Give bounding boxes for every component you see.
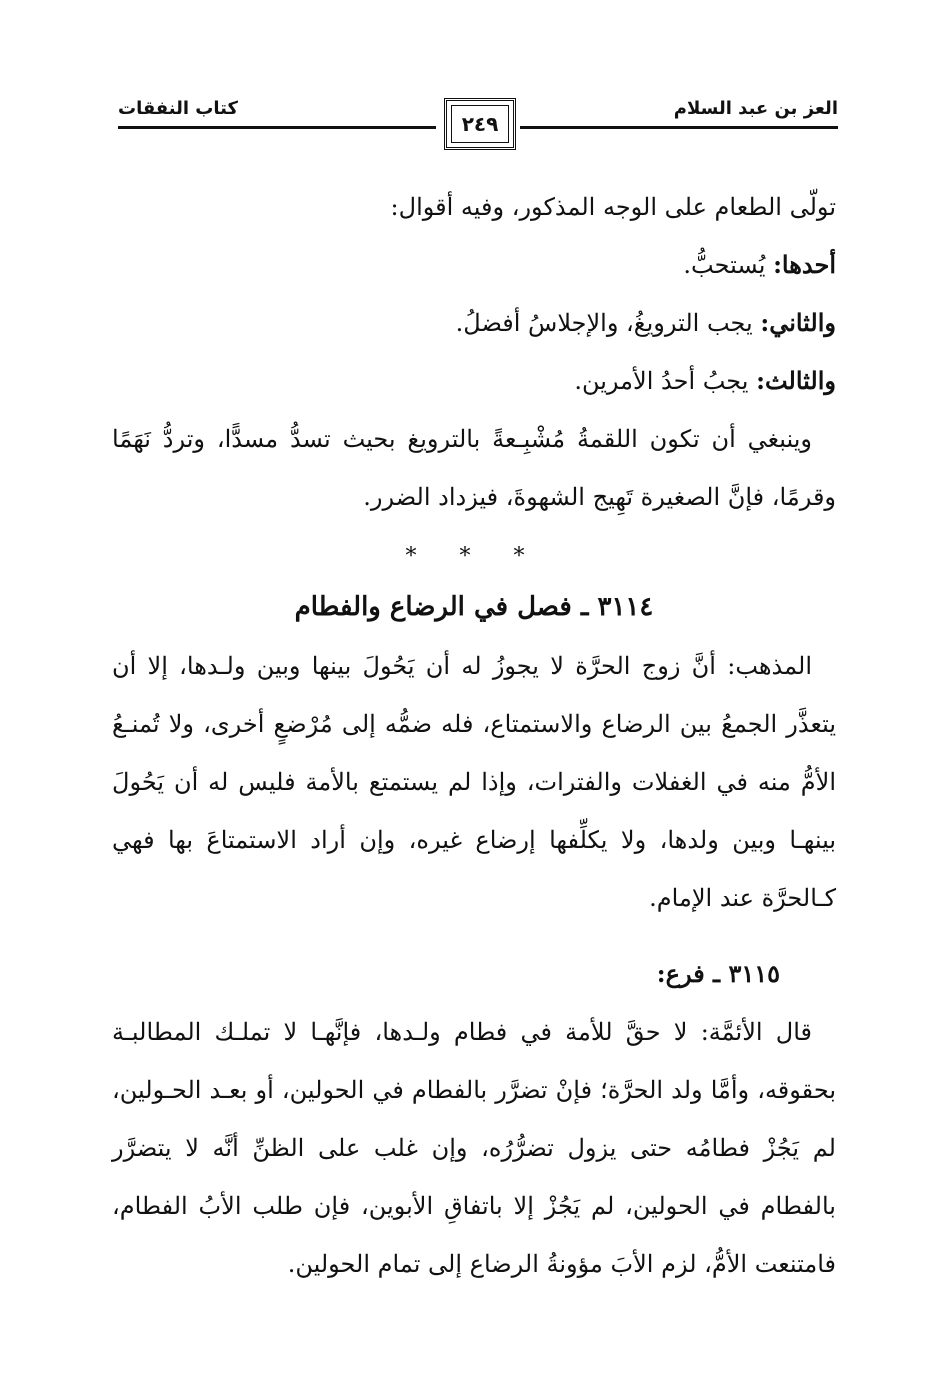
page-number: ٢٤٩ xyxy=(461,112,499,136)
branch-subheading: ٣١١٥ ـ فرع: xyxy=(656,959,780,988)
paragraph-branch: قال الأئمَّة: لا حقَّ للأمة في فطام ولـدها، فإنَّهـا لا تملـك المطالبـة بحقوقه، وأمَّا ولد الحرَّة؛ فإنْ تضرَّر بالفطام في الحولين، أو بعـد الحـولين، لم يَجُزْ فطامُه حتى يزول تضرُّرُه، وإن غلب على الظنِّ أنَّه لا يتضرَّر بالفطام في الحولين، لم يَجُزْ إلا باتفاقِ الأبوين، فإن طلب الأبُ الفطام، فامتنعت الأمُّ، لزم الأبَ مؤونةُ الرضاع إلى تمام الحولين. xyxy=(112,1018,836,1278)
intro-line: تولّى الطعام على الوجه المذكور، وفيه أقوال: xyxy=(390,193,836,221)
opinion-item xyxy=(112,294,836,352)
paragraph-morsel: وينبغي أن تكون اللقمةُ مُشْبِـعةً بالترويغ بحيث تسدُّ مسدًّا، وتردُّ نَهَمًا وقرمًا، فإنَّ الصغيرة تَهِيج الشهوةَ، فيزداد الضرر. xyxy=(112,425,836,511)
running-header xyxy=(118,92,838,162)
opinion-text: يجبُ أحدُ الأمرين. xyxy=(574,367,749,395)
header-book-section: كتاب النفقات xyxy=(118,98,238,119)
header-rule-left xyxy=(118,126,436,129)
page-body xyxy=(112,178,836,1311)
opinion-label: أحدها: xyxy=(773,250,836,279)
opinion-label: والثالث: xyxy=(756,366,836,395)
section-separator: * * * xyxy=(405,544,543,569)
opinion-item xyxy=(112,352,836,410)
section-title: ٣١١٤ ـ فصل في الرضاع والفطام xyxy=(294,592,654,622)
opinion-text: يجب الترويغُ، والإجلاسُ أفضلُ. xyxy=(455,309,753,337)
page-number-frame xyxy=(444,98,516,150)
header-rule-right xyxy=(520,126,838,129)
opinion-item xyxy=(112,236,836,294)
paragraph-madhhab: المذهب: أنَّ زوج الحرَّة لا يجوزُ له أن يَحُولَ بينها وبين ولـدها، إلا أن يتعذَّر الجمعُ بين الرضاع والاستمتاع، فله ضمُّه إلى مُرْضعٍ أخرى، ولا تُمنـعُ الأمُّ منه في الغفلات والفترات، وإذا لم يستمتع بالأمة فليس له أن يَحُولَ بينهـا وبين ولدها، ولا يكلِّفها إرضاع غيره، وإن أراد الاستمتاعَ بها فهي كـالحرَّة عند الإمام. xyxy=(112,652,836,912)
opinion-text: يُستحبُّ. xyxy=(683,251,766,279)
opinion-label: والثاني: xyxy=(760,308,836,337)
header-author: العز بن عبد السلام xyxy=(673,98,838,119)
